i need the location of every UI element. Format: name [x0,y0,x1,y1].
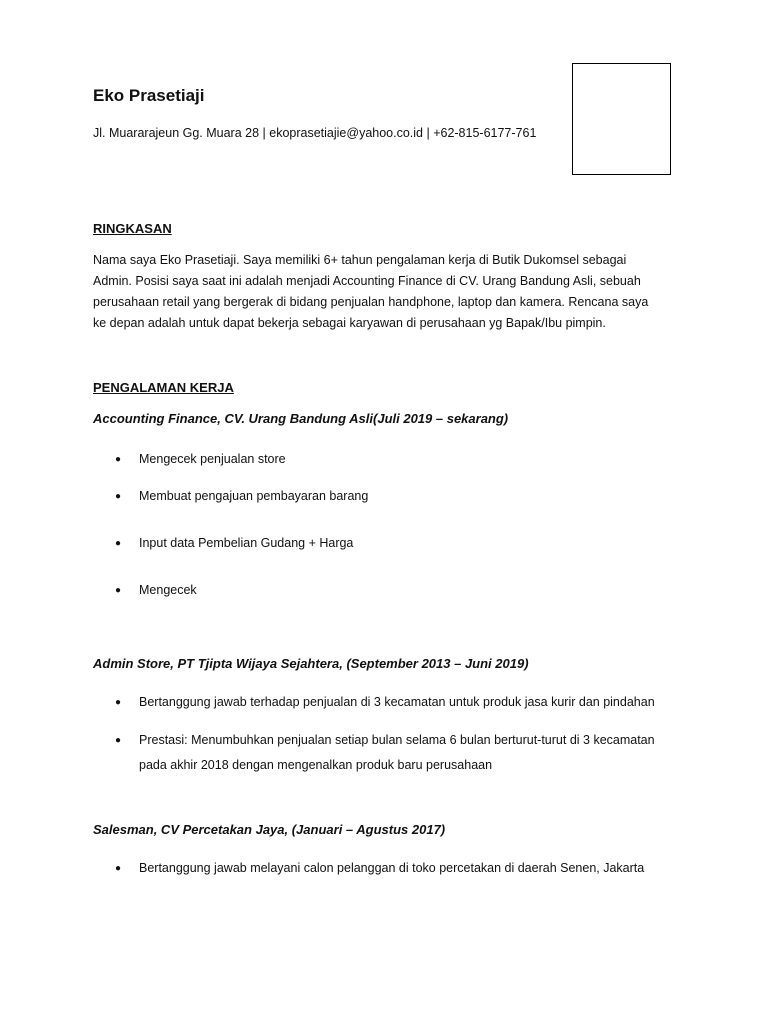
bullet-icon: ● [115,735,122,746]
bullet-icon: ● [115,863,122,874]
summary-paragraph [93,250,693,334]
summary-line: Nama saya Eko Prasetiaji. Saya memiliki 6+ tahun pengalaman kerja di Butik Dukomsel sebagai [93,253,627,267]
list-item-text: Input data Pembelian Gudang + Harga [139,536,354,550]
experience-heading: PENGALAMAN KERJA [93,380,234,395]
job-title-accounting-finance: Accounting Finance, CV. Urang Bandung Asli(Juli 2019 – sekarang) [93,411,509,426]
list-item-text: Mengecek [139,583,197,597]
summary-line: Admin. Posisi saya saat ini adalah menjadi Accounting Finance di CV. Urang Bandung Asli, sebuah [93,274,641,288]
summary-heading: RINGKASAN [93,221,172,236]
bullet-icon: ● [115,454,122,465]
job-title-admin-store: Admin Store, PT Tjipta Wijaya Sejahtera, (September 2013 – Juni 2019) [93,656,529,671]
job-title-salesman: Salesman, CV Percetakan Jaya, (Januari – Agustus 2017) [93,822,446,837]
bullet-icon: ● [115,585,122,596]
summary-line: perusahaan retail yang bergerak di bidang penjualan handphone, laptop dan kamera. Rencana saya [93,295,649,309]
list-item-text: Mengecek penjualan store [139,452,286,466]
photo-placeholder [572,63,671,175]
list-item-text: pada akhir 2018 dengan mengenalkan produk baru perusahaan [139,758,493,772]
list-item-text: Prestasi: Menumbuhkan penjualan setiap bulan selama 6 bulan berturut-turut di 3 kecamatan [139,733,655,747]
list-item-text: Membuat pengajuan pembayaran barang [139,489,369,503]
candidate-name: Eko Prasetiaji [93,86,205,105]
summary-line: ke depan adalah untuk dapat bekerja sebagai karyawan di perusahaan yg Bapak/Ibu pimpin. [93,316,606,330]
bullet-icon: ● [115,538,122,549]
list-item-text: Bertanggung jawab terhadap penjualan di 3 kecamatan untuk produk jasa kurir dan pindahan [139,695,655,709]
bullet-icon: ● [115,697,122,708]
bullet-icon: ● [115,491,122,502]
list-item-text: Bertanggung jawab melayani calon pelanggan di toko percetakan di daerah Senen, Jakarta [139,861,645,875]
contact-info: Jl. Muararajeun Gg. Muara 28 | ekoprasetiajie@yahoo.co.id | +62-815-6177-761 [93,126,537,140]
